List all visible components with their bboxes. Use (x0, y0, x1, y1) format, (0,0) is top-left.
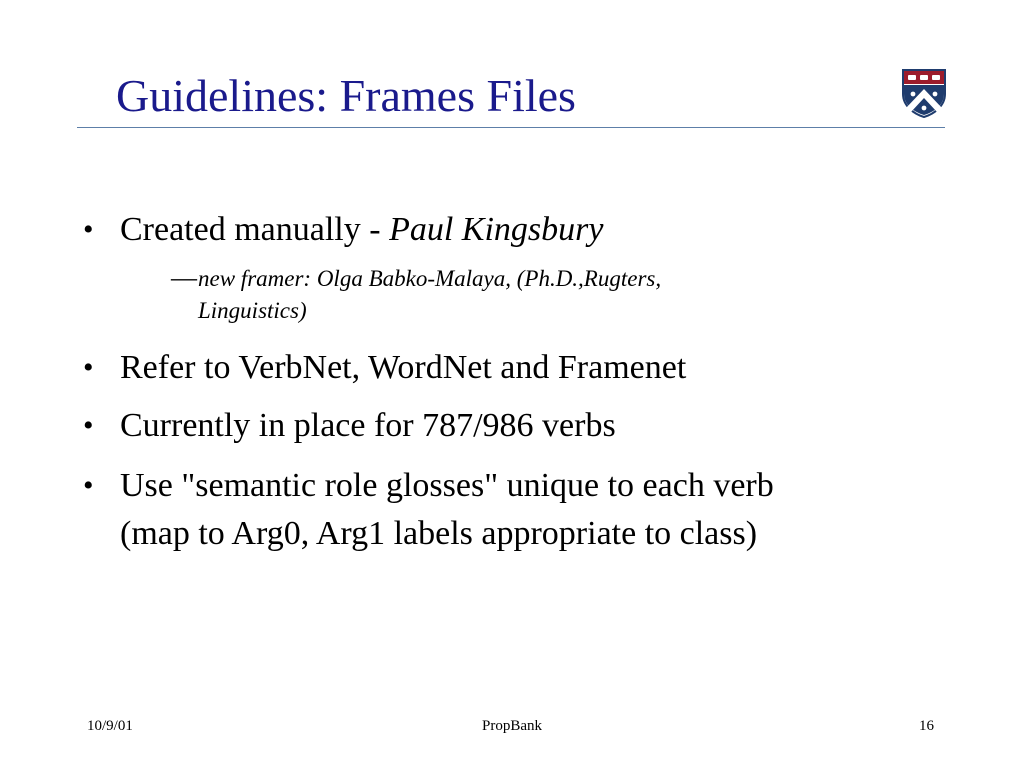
bullet-dot: • (83, 469, 94, 502)
bullet-refer-to (83, 344, 940, 392)
sub-bullet-line-1: new framer: Olga Babko-Malaya, (Ph.D.,Rugters, (198, 266, 662, 291)
bullet-text-line-2: (map to Arg0, Arg1 labels appropriate to class) (120, 515, 758, 552)
sub-bullet-line-2: Linguistics) (198, 298, 307, 323)
footer-title: PropBank (482, 718, 542, 734)
bullet-text: Created manually - (120, 211, 390, 248)
bullet-dot: • (83, 409, 94, 442)
footer-date: 10/9/01 (87, 718, 133, 734)
bullet-text: Currently in place for 787/986 verbs (120, 407, 616, 444)
bullet-semantic-role-glosses (83, 462, 940, 558)
university-shield-logo (900, 68, 948, 118)
bullet-dot: • (83, 213, 94, 246)
bullet-text-line-1: Use "semantic role glosses" unique to each verb (120, 467, 774, 504)
bullet-text: Refer to VerbNet, WordNet and Framenet (120, 349, 687, 386)
sub-bullet-dash: — (171, 263, 197, 292)
bullet-currently-in-place (83, 402, 940, 450)
bullet-dot: • (83, 351, 94, 384)
bullet-created-manually (83, 206, 940, 254)
sub-bullet-new-framer (171, 263, 878, 327)
bullet-author: Paul Kingsbury (389, 211, 604, 248)
slide-title: Guidelines: Frames Files (116, 70, 576, 121)
title-divider (77, 127, 945, 128)
footer-page-number: 16 (919, 718, 934, 734)
